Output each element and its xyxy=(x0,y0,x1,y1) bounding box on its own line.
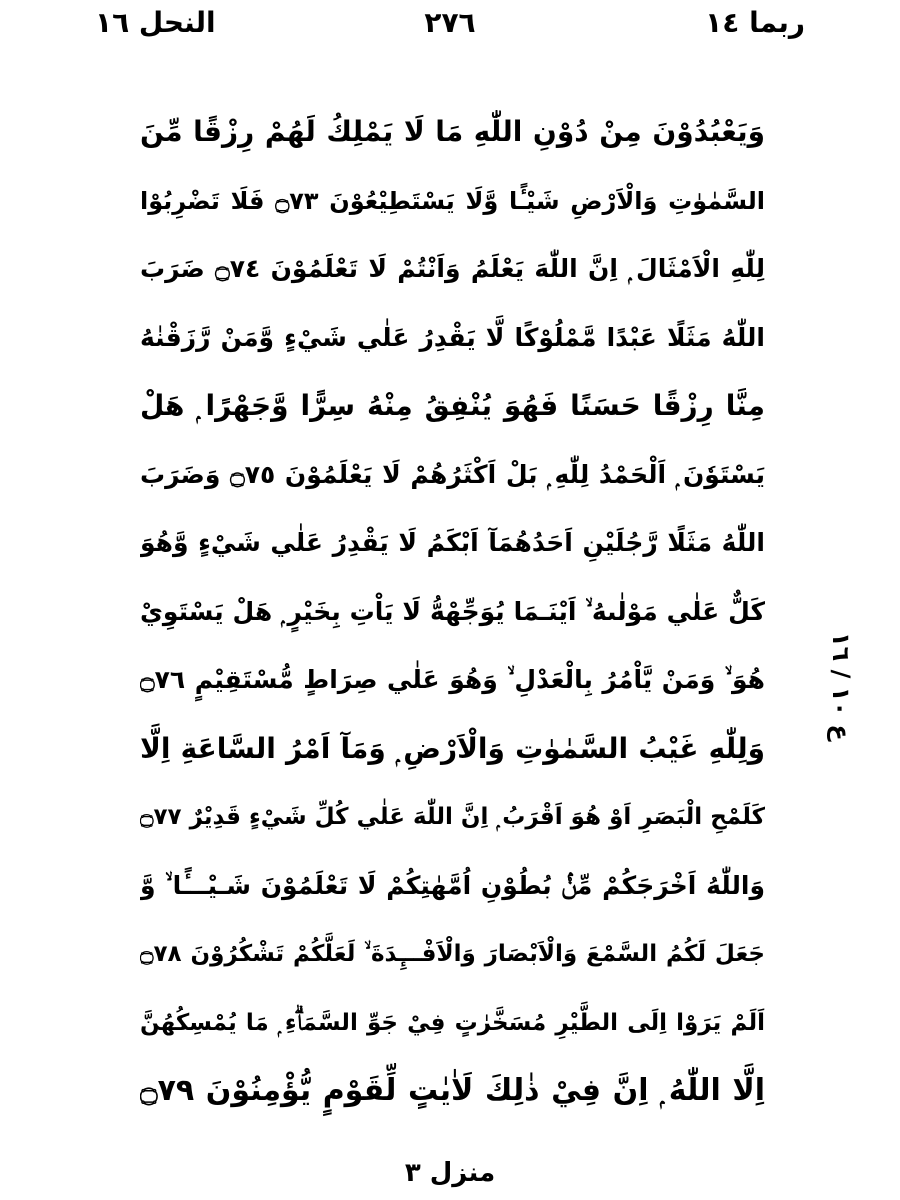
page-number: ٢٧٦ xyxy=(424,6,476,39)
verse-line-9: هُوَ ۙ وَمَنْ يَّاْمُرُ بِالْعَدْلِ ۙ وَهُوَ عَلٰي صِرَاطٍ مُّسْتَقِيْمٍ ۝٧٦ xyxy=(140,665,765,694)
juz-label: ربما ١٤ xyxy=(705,6,805,39)
surah-label: النحل ١٦ xyxy=(95,6,216,39)
verse-line-7: اللّٰهُ مَثَلًا رَّجُلَيْنِ اَحَدُهُمَآ اَبْكَمُ لَا يَقْدِرُ عَلٰي شَيْءٍ وَّهُوَ xyxy=(140,528,765,557)
verse-line-4: اللّٰهُ مَثَلًا عَبْدًا مَّمْلُوْكًا لَّا يَقْدِرُ عَلٰي شَيْءٍ وَّمَنْ رَّزَقْنٰهُ xyxy=(140,322,765,352)
verse-line-15: اِلَّا اللّٰهُ ۭ اِنَّ فِيْ ذٰلِكَ لَاٰيٰتٍ لِّقَوْمٍ يُّؤْمِنُوْنَ ۝٧٩ xyxy=(140,1073,765,1108)
verse-line-12: وَاللّٰهُ اَخْرَجَكُمْ مِّنْۢ بُطُوْنِ اُمَّهٰتِكُمْ لَا تَعْلَمُوْنَ شَـيْـــًٔا ۙ وَّ xyxy=(140,870,765,900)
verse-line-8: كَلٌّ عَلٰي مَوْلٰىهُ ۙ اَيْنَـمَا يُوَجِّهْهُّ لَا يَاْتِ بِخَيْرٍ ۭ هَلْ يَسْتَوِيْ xyxy=(140,596,765,626)
verse-line-13: جَعَلَ لَكُمُ السَّمْعَ وَالْاَبْصَارَ وَالْاَفْـــِٕدَةَ ۙ لَعَلَّكُمْ تَشْكُرُوْنَ ۝٧٨ xyxy=(140,941,765,967)
manzil-footer: منزل ٣ xyxy=(404,1158,496,1188)
verse-line-10: وَلِلّٰهِ غَيْبُ السَّمٰوٰتِ وَالْاَرْضِ ۭ وَمَآ اَمْرُ السَّاعَةِ اِلَّا xyxy=(140,731,765,765)
verse-line-1: وَيَعْبُدُوْنَ مِنْ دُوْنِ اللّٰهِ مَا لَا يَمْلِكُ لَهُمْ رِزْقًا مِّنَ xyxy=(140,115,765,148)
verse-line-3: لِلّٰهِ الْاَمْثَالَ ۭ اِنَّ اللّٰهَ يَعْلَمُ وَاَنْتُمْ لَا تَعْلَمُوْنَ ۝٧٤ ضَرَبَ xyxy=(140,254,765,283)
verse-line-6: يَسْتَوٗنَ ۭ اَلْحَمْدُ لِلّٰهِ ۭ بَلْ اَكْثَرُهُمْ لَا يَعْلَمُوْنَ ۝٧٥ وَضَرَبَ xyxy=(140,459,765,489)
ruku-margin-note: ع ١٠ / ١٦ xyxy=(827,632,855,741)
verse-line-11: كَلَمْحِ الْبَصَرِ اَوْ هُوَ اَقْرَبُ ۭ اِنَّ اللّٰهَ عَلٰي كُلِّ شَيْءٍ قَدِيْرٌ ۝٧٧ xyxy=(140,804,765,830)
verse-line-2: السَّمٰوٰتِ وَالْاَرْضِ شَيْـًٔا وَّلَا يَسْتَطِيْعُوْنَ ۝٧٣ فَلَا تَضْرِبُوْا xyxy=(140,186,765,215)
verse-text-block xyxy=(140,98,765,1126)
verse-line-5: مِنَّا رِزْقًا حَسَنًا فَهُوَ يُنْفِقُ مِنْهُ سِرًّا وَّجَهْرًا ۭ هَلْ xyxy=(140,389,765,422)
verse-line-14: اَلَمْ يَرَوْا اِلَى الطَّيْرِ مُسَخَّرٰتٍ فِيْ جَوِّ السَّمَاۗءِ ۭ مَا يُمْسِكُهُنَّ xyxy=(140,1009,765,1036)
page-header xyxy=(0,6,900,46)
